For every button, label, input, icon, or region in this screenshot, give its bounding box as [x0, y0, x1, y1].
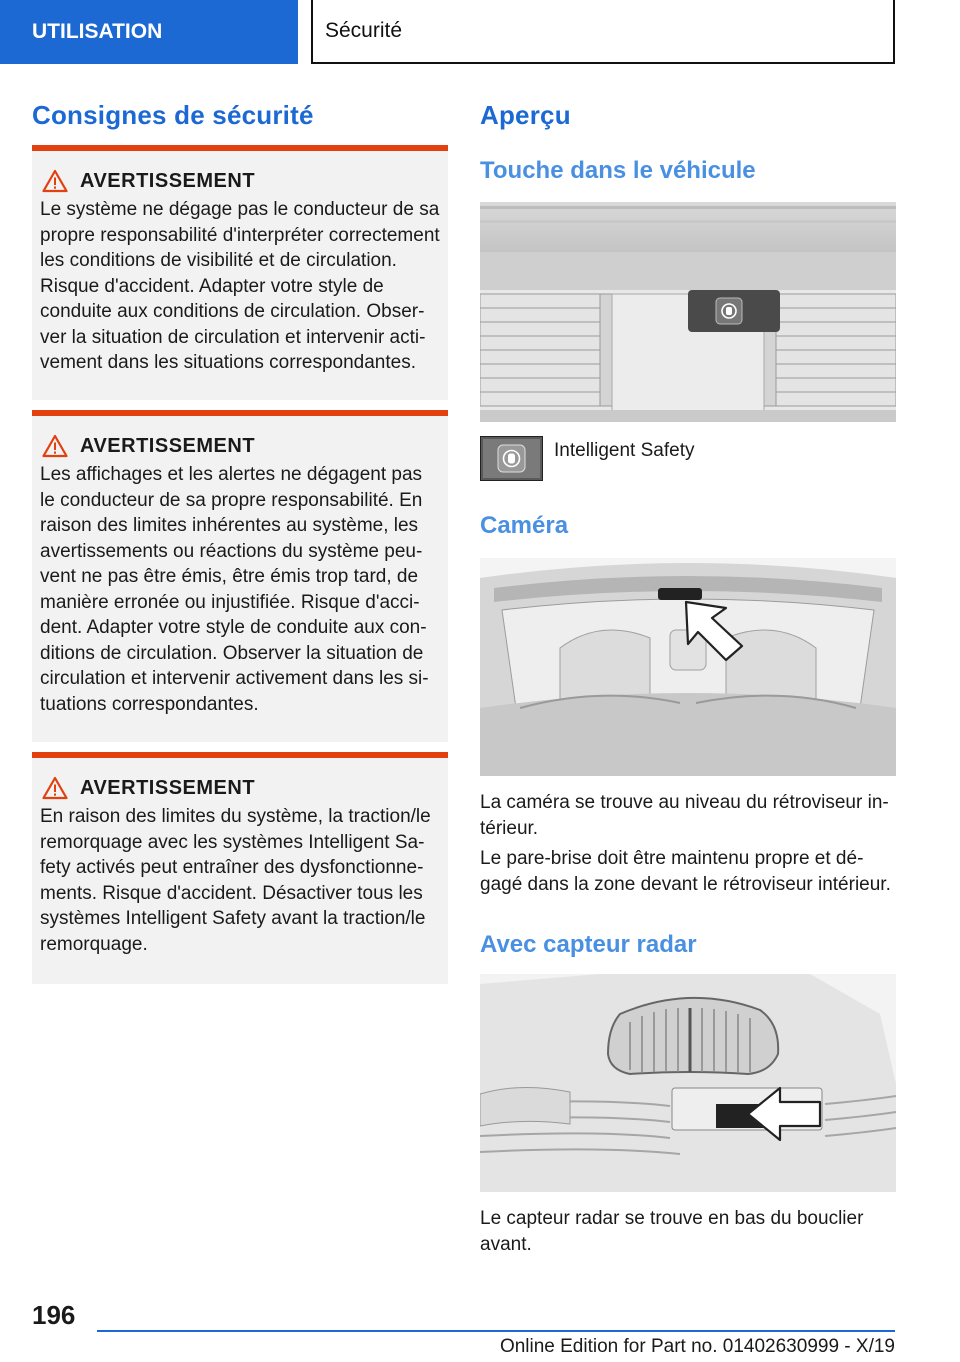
left-column	[32, 100, 448, 955]
warning-box-2	[32, 410, 448, 742]
page-number: 196	[32, 1300, 76, 1330]
camera-interior-illustration	[480, 558, 896, 776]
topic-label: Sécurité	[325, 19, 403, 42]
warning-triangle-icon	[42, 169, 68, 193]
warning-title: AVERTISSEMENT	[80, 169, 256, 192]
edition-info: Online Edition for Part no. 01402630999 - X/19	[499, 1336, 895, 1357]
camera-description-1: La caméra se trouve au niveau du rétroviseur intérieur.	[480, 792, 889, 839]
subheading-radar: Avec capteur radar	[480, 931, 697, 958]
subheading-camera: Caméra	[480, 512, 569, 539]
topic-header	[312, 0, 895, 64]
footer-rule	[97, 1330, 895, 1332]
radar-description: Le capteur radar se trouve en bas du bouclier avant.	[480, 1208, 864, 1255]
warning-text: Le système ne dégage pas le conducteur de sa propre responsabilité d'interpréter correctement les conditions de visibilité et de circulation. Risque d'accident. Adapter votre style de conduite aux conditions de circulation. Observer la situation de circulation et intervenir activement dans les situations correspondantes.	[40, 199, 440, 373]
warning-title: AVERTISSEMENT	[80, 434, 256, 457]
section-title-overview: Aperçu	[480, 100, 571, 130]
dashboard-button-illustration	[480, 202, 896, 422]
warning-box-1	[32, 145, 448, 400]
section-title-safety: Consignes de sécurité	[32, 100, 314, 130]
warning-box-3	[32, 752, 448, 984]
chapter-label: UTILISATION	[32, 20, 163, 43]
subheading-button: Touche dans le véhicule	[480, 157, 756, 184]
camera-description-2: Le pare-brise doit être maintenu propre et dégagé dans la zone devant le rétroviseur intérieur.	[480, 848, 891, 895]
warning-text: En raison des limites du système, la traction/le remorquage avec les systèmes Intelligent Safety activés peut entraîner des dysfonctionnements. Risque d'accident. Désactiver tous les systèmes Intelligent Safety avant la traction/le remorquage.	[40, 806, 431, 955]
intelligent-safety-button-icon	[480, 436, 543, 481]
radar-bumper-illustration	[480, 974, 896, 1192]
button-label: Intelligent Safety	[554, 440, 695, 461]
right-column	[480, 100, 896, 1255]
warning-text: Les affichages et les alertes ne dégagent pas le conducteur de sa propre responsabilité. En raison des limites inhérentes au système, les avertissements ou réactions du système peuvent ne pas être émis, être émis trop tard, de manière erronée ou injustifiée. Risque d'accident. Adapter votre style de conduite aux conditions de circulation. Observer la situation de circulation et intervenir activement dans les situations correspondantes.	[40, 464, 429, 715]
warning-triangle-icon	[42, 434, 68, 458]
chapter-tab	[0, 0, 298, 64]
warning-title: AVERTISSEMENT	[80, 776, 256, 799]
warning-triangle-icon	[42, 776, 68, 800]
